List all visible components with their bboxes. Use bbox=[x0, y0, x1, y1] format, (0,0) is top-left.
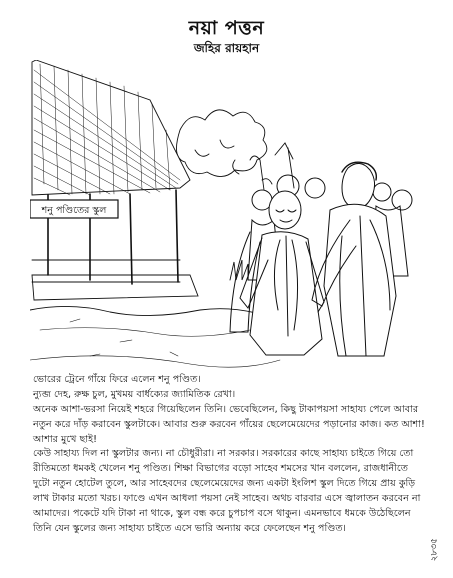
paragraph: ন্যুব্জ দেহ, রুক্ষ চুল, মুখময় বার্ধক্যের জ্যামিতিক রেখা। bbox=[33, 389, 236, 400]
paragraph: অনেক আশা-ভরসা নিয়েই শহরে গিয়েছিলেন তিনি। ভেবেছিলেন, কিছু টাকাপয়সা সাহায্য পেলে আবার নতুন করে দাঁড় করাবেন স্কুলটাকে। আবার শুরু করবেন গাঁয়ের ছেলেমেয়েদের পড়ানোর কাজ। কত আশা! আশার মুখে ছাই! bbox=[33, 404, 425, 445]
paragraph: ভোরের ট্রেনে গাঁয়ে ফিরে এলেন শনু পণ্ডিত। bbox=[33, 374, 201, 385]
page-number: ২৮৩৫ bbox=[429, 538, 439, 562]
author-name: জহির রায়হান bbox=[193, 41, 260, 55]
page-title: নয়া পত্তন bbox=[188, 17, 265, 39]
story-text-block-2 bbox=[33, 446, 425, 536]
story-text-block-1 bbox=[33, 372, 425, 447]
story-illustration bbox=[30, 60, 425, 372]
paragraph: কেউ সাহায্য দিল না স্কুলটার জন্য। না চৌধুরীরা। না সরকার। সরকারের কাছে সাহায্য চাইতে গিয়ে তো রীতিমতো ধমকই খেলেন শনু পণ্ডিত। শিক্ষা বিভাগের বড়ো সাহেব শমসের খান বললেন, রাজধানীতে দুটো নতুন হোটেল তুলে, আর সাহেবদের ছেলেমেয়েদের জন্য একটা ইংলিশ স্কুল দিতে গিয়ে প্রায় কুড়ি লাখ টাকার মতো খরচ। ফাণ্ডে এখন আধলা পয়সা নেই সাহেব। অথচ বারবার এসে জ্বালাতন করবেন না আমাদের। পকেটে যদি টাকা না থাকে, স্কুল বন্ধ করে চুপচাপ বসে থাকুন। এমনভাবে ধমকে উঠেছিলেন তিনি যেন স্কুলের জন্য সাহায্য চাইতে এসে ভারি অন্যায় করে ফেলেছেন শনু পণ্ডিত। bbox=[33, 448, 421, 534]
school-sign-text: শনু পণ্ডিতের স্কুল bbox=[41, 205, 107, 216]
